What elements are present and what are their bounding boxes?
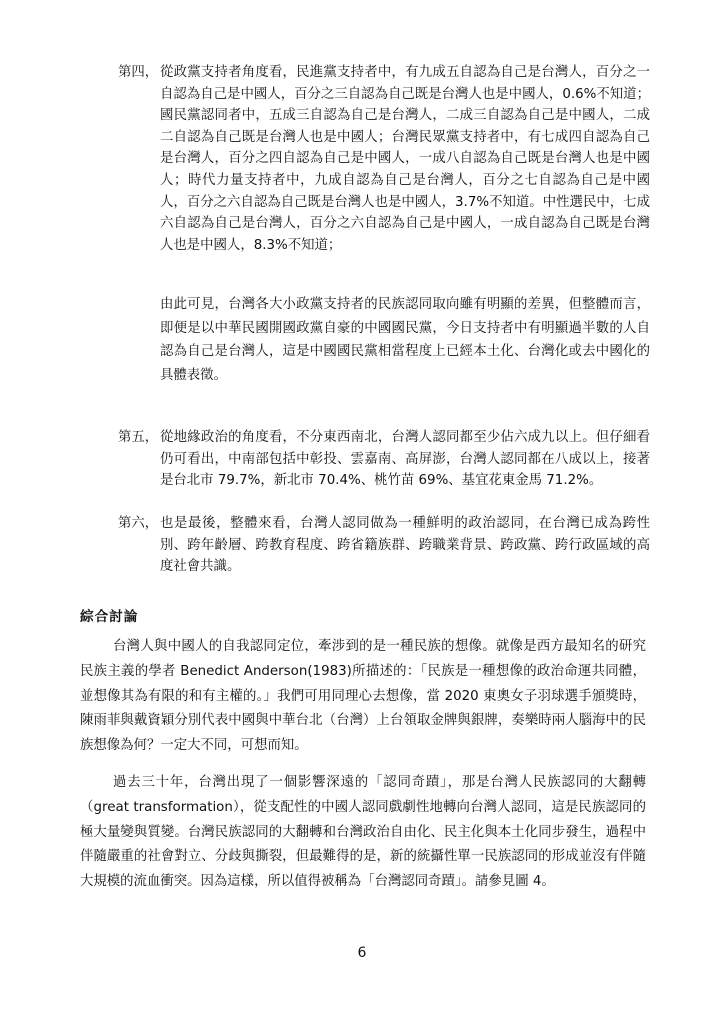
point-four xyxy=(118,62,650,256)
point-label: 第六， xyxy=(118,516,159,531)
point-label: 第五， xyxy=(118,430,159,445)
point-text: 從地緣政治的角度看，不分東西南北，台灣人認同都至少佔六成九以上。但仔細看仍可看出，中南部包括中彰投、雲嘉南、高屏澎，台灣人認同都在八成以上，接著是台北市 79.7%，新北市 70.4%、桃竹苗 69%、基宜花東金馬 71.2%。 xyxy=(160,430,650,489)
conclusion-subparagraph: 由此可見，台灣各大小政黨支持者的民族認同取向雖有明顯的差異，但整體而言，即便是以中華民國開國政黨自豪的中國國民黨，今日支持者中有明顯過半數的人自認為自己是台灣人，這是中國國民黨相當程度上已經本土化、台灣化或去中國化的具體表徵。 xyxy=(160,297,650,383)
paragraph-text: 過去三十年，台灣出現了一個影響深遠的「認同奇蹟」，那是台灣人民族認同的大翻轉（great transformation），從支配性的中國人認同戲劇性地轉向台灣人認同，這是民族認同的極大量變與質變。台灣民族認同的大翻轉和台灣政治自由化、民主化與本土化同步發生，過程中伴隨嚴重的社會對立、分歧與撕裂，但最難得的是，新的統攝性單一民族認同的形成並沒有伴隨大規模的流血衝突。因為這樣，所以值得被稱為「台灣認同奇蹟」。請參見圖 4。 xyxy=(80,775,646,890)
section-heading: 綜合討論 xyxy=(80,609,139,625)
point-text: 從政黨支持者角度看，民進黨支持者中，有九成五自認為自己是台灣人，百分之一自認為自己是中國人，百分之三自認為自己既是台灣人也是中國人，0.6%不知道；國民黨認同者中，五成三自認為自己是台灣人，二成三自認為自己是中國人，二成二自認為自己既是台灣人也是中國人；台灣民眾黨支持者中，有七成四自認為自己是台灣人，百分之四自認為自己是中國人，一成八自認為自己既是台灣人也是中國人；時代力量支持者中，九成自認為自己是台灣人，百分之七自認為自己是中國人，百分之六自認為自己既是台灣人也是中國人，3.7%不知道。中性選民中，七成六自認為自己是台灣人，百分之六自認為自己是中國人，一成自認為自己既是台灣人也是中國人，8.3%不知道； xyxy=(160,65,650,253)
point-text: 也是最後，整體來看，台灣人認同做為一種鮮明的政治認同，在台灣已成為跨性別、跨年齡層、跨教育程度、跨省籍族群、跨職業背景、跨政黨、跨行政區域的高度社會共識。 xyxy=(160,516,650,575)
point-six xyxy=(118,513,650,578)
paragraph-text: 台灣人與中國人的自我認同定位，牽涉到的是一種民族的想像。就像是西方最知名的研究民族主義的學者 Benedict Anderson(1983)所描述的：「民族是一種想像的政治命運共同體，並想像其為有限的和有主權的。」我們可用同理心去想像，當 2020 東奧女子羽球選手頒獎時，陳雨菲與戴資穎分別代表中國與中華台北（台灣）上台領取金牌與銀牌，奏樂時兩人腦海中的民族想像為何？一定大不同，可想而知。 xyxy=(80,639,646,754)
page-number: 6 xyxy=(357,945,367,961)
discussion-paragraph-2 xyxy=(80,771,646,895)
point-label: 第四， xyxy=(118,65,159,80)
point-five xyxy=(118,427,650,492)
discussion-paragraph-1 xyxy=(80,635,646,759)
